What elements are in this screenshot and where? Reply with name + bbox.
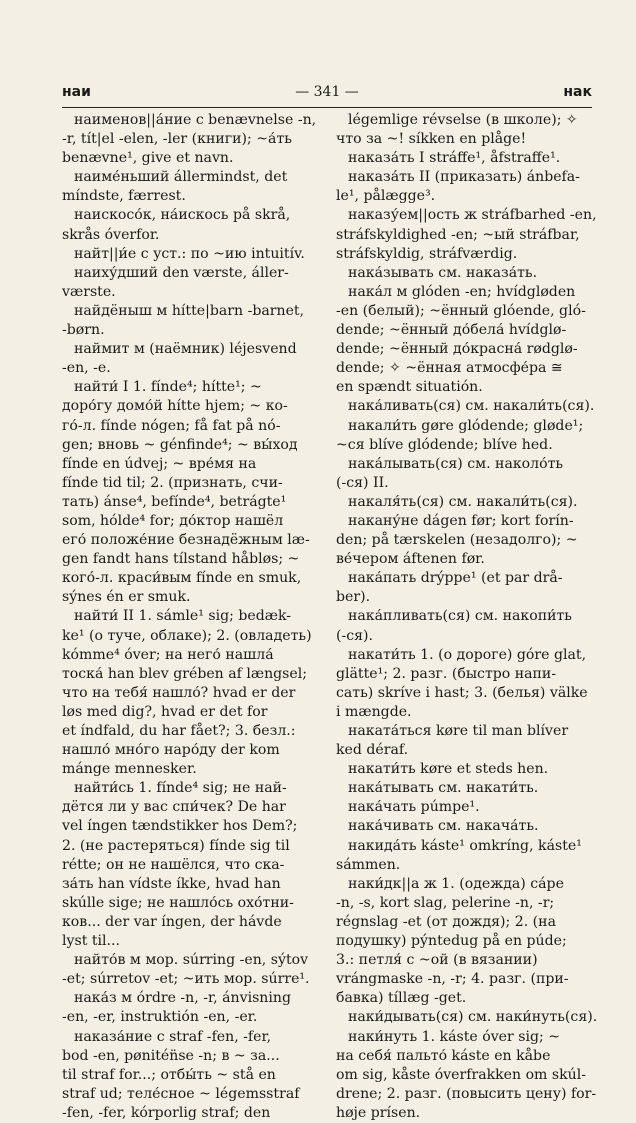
entry-line: ков... der var íngen, der hávde (62, 913, 282, 930)
dictionary-entry (336, 206, 597, 263)
entry-line: -fen, -fer, kórporlig straf; den (62, 1104, 271, 1121)
entry-line: glätte¹; 2. разг. (быстро напи- (336, 665, 557, 682)
dictionary-entry (62, 779, 320, 951)
dictionary-entry (336, 760, 594, 779)
entry-line: som, hólde⁴ for; до́ктор нашёл (62, 512, 284, 529)
entry-line: -en, -e. (62, 360, 111, 377)
dictionary-entry (62, 607, 320, 779)
dictionary-entry (62, 206, 320, 244)
dictionary-entry (62, 989, 320, 1027)
entry-headline: нака́лывать(ся) см. наколо́ть (348, 455, 564, 472)
entry-headline: наказа́ть I stráffe¹, åfstraffe¹. (348, 150, 561, 167)
entry-line: ked déraf. (336, 742, 409, 759)
entry-headline: накида́ть káste¹ omkríng, káste¹ (348, 837, 582, 854)
dictionary-entry (336, 512, 594, 569)
entry-headline: наименов||а́ние с benævnelse -n, (74, 112, 317, 128)
entry-line: skrås óverfor. (62, 226, 160, 243)
dictionary-entry (62, 245, 320, 264)
dictionary-entry (336, 607, 594, 645)
entry-headline: наки́нуть 1. káste óver sig; ~ (348, 1028, 561, 1045)
entry-line: нашло́ мно́го наро́ду der kom (62, 742, 280, 759)
left-column (62, 111, 320, 1123)
entry-line: тать) ánse⁴, befínde⁴, betrágte¹ (62, 493, 287, 510)
entry-headline: наказа́ние с straf -fen, -fer, (74, 1028, 272, 1045)
entry-line: míndste, færrest. (62, 188, 186, 205)
entry-headline: накати́ть køre et steds hen. (348, 761, 549, 778)
entry-line: lyst til... (62, 933, 120, 950)
entry-line: kómme⁴ óver; на него́ нашла́ (62, 646, 274, 663)
entry-line: skúlle sige; не нашло́сь охо́тни- (62, 894, 294, 911)
header-last-word: нак (563, 84, 592, 100)
entry-line: fínde en údvej; ~ вре́мя на (62, 455, 257, 472)
entry-line: тоска́ han blev grében af længsel; (62, 665, 308, 682)
entry-line: benævne¹, give et navn. (62, 150, 234, 167)
entry-headline: найти́сь 1. fínde⁴ sig; не най- (74, 780, 287, 797)
entry-line: бавка) tíllæg -get. (336, 990, 467, 1007)
entry-headline: наиху́дший den værste, áller- (74, 264, 289, 281)
dictionary-entry (62, 264, 320, 302)
entry-headline: найто́в м мор. súrring -en, sýtov (74, 952, 309, 969)
entry-line: за́ть han vídste íkke, hvad han (62, 875, 281, 892)
page-header (62, 84, 592, 106)
entry-headline: нака́з м órdre -n, -r, ánvisning (74, 990, 291, 1007)
entry-line: ber). (336, 589, 371, 606)
dictionary-entry (336, 417, 594, 455)
entry-headline: нака́пливать(ся) см. накопи́ть (348, 608, 572, 625)
entry-line: om sig, kåste óverfrakken om skúl- (336, 1066, 587, 1083)
entry-headline: нака́тывать см. накати́ть. (348, 780, 539, 797)
dictionary-entry (336, 1028, 597, 1123)
dictionary-entry (336, 264, 594, 283)
entry-line: -et; súrretov -et; ~ить мор. súrre¹. (62, 971, 310, 988)
entry-line: доро́гу домо́й hítte hjem; ~ ко- (62, 398, 288, 415)
dictionary-entry (336, 875, 594, 1009)
dictionary-entry (336, 646, 594, 722)
dictionary-entry (62, 378, 320, 607)
entry-line: fínde tid til; 2. (признать, счи- (62, 474, 283, 491)
entry-headline: наискосо́к, на́искось på skrå, (74, 207, 291, 224)
entry-line: stráfskyldighed -en; ~ый stráfbar, (336, 226, 580, 243)
entry-line: -børn. (62, 322, 105, 339)
entry-line: stráfskyldig, stráfværdig. (336, 245, 518, 262)
header-rule (62, 107, 592, 108)
entry-line: сать) skríve i hast; 3. (белья) välke (336, 684, 588, 701)
entry-line: -r, tít|el -elen, -ler (книги); ~а́ть (62, 131, 292, 148)
dictionary-entry (336, 111, 594, 149)
dictionary-entry (336, 798, 594, 817)
entry-headline: накати́ть 1. (о дороге) góre glat, (348, 646, 587, 663)
dictionary-entry (62, 951, 320, 989)
entry-line: vel íngen tændstikker hos Dem?; (62, 818, 298, 835)
entry-headline: légemlige révselse (в школе); ✧ (348, 112, 578, 128)
entry-line: -en (белый); ~ённый glóende, gló- (336, 302, 586, 319)
dictionary-entry (62, 111, 320, 168)
dictionary-entry (336, 817, 594, 836)
entry-line: что на тебя́ нашло́? hvad er der (62, 684, 296, 701)
dictionary-entry (336, 722, 594, 760)
entry-line: ве́чером áftenen før. (336, 551, 485, 568)
entry-headline: нака́ливать(ся) см. накали́ть(ся). (348, 398, 595, 415)
entry-headline: наки́дывать(ся) см. наки́нуть(ся). (348, 1009, 598, 1026)
entry-headline: нака́чать púmpe¹. (348, 799, 480, 816)
entry-headline: наймит м (наёмник) léjesvend (74, 341, 297, 358)
dictionary-entry (336, 168, 594, 206)
entry-headline: найдёныш м hítte|barn -barnet, (74, 302, 305, 319)
dictionary-entry (336, 455, 594, 493)
entry-headline: найт||и́е с уст.: по ~ию intuitív. (74, 245, 305, 262)
entry-headline: накаля́ть(ся) см. накали́ть(ся). (348, 493, 578, 510)
entry-line: straf ud; теле́сное ~ légemsstraf (62, 1085, 300, 1102)
entry-headline: накали́ть gøre glódende; gløde¹; (348, 417, 584, 434)
entry-line: 3.: петля́ с ~ой (в вязании) (336, 952, 538, 969)
entry-line: høje prísen. (336, 1104, 421, 1121)
entry-line: mánge mennesker. (62, 761, 197, 778)
entry-line: le¹, pålægge³. (336, 188, 436, 205)
entry-line: drene; 2. разг. (повысить цену) for- (336, 1085, 597, 1102)
entry-line: til straf for...; отбы́ть ~ stå en (62, 1066, 276, 1083)
entry-line: en spændt situatión. (336, 379, 483, 396)
dictionary-entry (62, 340, 320, 378)
entry-line: (-ся) II. (336, 474, 389, 491)
entry-headline: нака́чивать см. накача́ть. (348, 818, 539, 835)
entry-headline: наки́дк||а ж 1. (одежда) cápe (348, 875, 564, 892)
entry-line: værste. (62, 283, 116, 300)
page-number: — 341 — (295, 84, 359, 100)
entry-line: vrángmaske -n, -r; 4. разг. (при- (336, 971, 569, 988)
dictionary-entry (336, 779, 594, 798)
entry-line: ke¹ (о туче, облаке); 2. (овладеть) (62, 627, 312, 644)
entry-line: на себя́ пальто́ káste en kåbe (336, 1047, 551, 1064)
entry-line: den; på tærskelen (незадолго); ~ (336, 532, 578, 549)
entry-line: gen fandt hans tílstand håbløs; ~ (62, 551, 300, 568)
entry-headline: наката́ться køre til man blíver (348, 723, 569, 739)
header-first-word: наи (62, 84, 91, 100)
entry-line: ~ся blíve glódende; blíve hed. (336, 436, 553, 453)
entry-line: gen; вновь ~ génfinde⁴; ~ вы́ход (62, 436, 298, 453)
entry-line: -n, -s, kort slag, pelerine -n, -r; (336, 894, 555, 911)
entry-line: подушку) pýntedug på en púde; (336, 933, 567, 950)
entry-line: dende; ~ённый до́красна́ rødglø- (336, 341, 578, 358)
dictionary-entry (336, 397, 594, 416)
entry-headline: нака́пать drýppe¹ (et par drå- (348, 570, 563, 587)
dictionary-entry (336, 837, 594, 875)
dictionary-entry (336, 1008, 598, 1027)
dictionary-entry (336, 149, 594, 168)
entry-headline: накану́не dágen før; kort forín- (348, 512, 574, 529)
entry-line: его́ положе́ние безнадёжным læ- (62, 532, 310, 549)
entry-line: sámmen. (336, 856, 401, 873)
entry-line: i mængde. (336, 703, 412, 720)
entry-line: dende; ✧ ~ённая атмосфе́ра ≅ (336, 360, 563, 377)
entry-headline: найти́ I 1. fínde⁴; hítte¹; ~ (74, 379, 262, 396)
entry-line: dende; ~ённый до́бела́ hvídglø- (336, 322, 567, 339)
entry-line: го́-л. fínde nógen; få fat på nó- (62, 417, 281, 434)
entry-headline: наказу́ем||ость ж stráfbarhed -en, (348, 207, 597, 224)
entry-headline: нака́зывать см. наказа́ть. (348, 264, 538, 281)
dictionary-entry (62, 168, 320, 206)
entry-line: 2. (не растеряться) fínde sig til (62, 837, 290, 854)
entry-headline: наказа́ть II (приказать) ánbefa- (348, 169, 580, 186)
entry-line: дётся ли у вас спи́чек? De har (62, 799, 286, 816)
dictionary-entry (336, 283, 594, 398)
entry-line: bod -en, pønitén̈se -n; в ~ за... (62, 1047, 280, 1064)
entry-line: rétte; он не нашёлся, что ска- (62, 856, 285, 873)
dictionary-entry (336, 493, 594, 512)
entry-line: løs med dig?, hvad er det for (62, 703, 268, 720)
dictionary-entry (62, 1028, 320, 1123)
entry-line: sýnes én er smuk. (62, 589, 191, 606)
entry-line: régnslag -et (от дождя); 2. (на (336, 913, 556, 930)
entry-headline: наиме́ньший állermindst, det (74, 169, 288, 186)
entry-line: кого́-л. краси́вым fínde en smuk, (62, 570, 302, 587)
entry-line: -en, -er, instruktión -en, -er. (62, 1009, 258, 1026)
right-column (336, 111, 598, 1123)
entry-line: (-ся). (336, 627, 374, 644)
entry-line: что за ~! síkken en plåge! (336, 131, 527, 148)
dictionary-entry (62, 302, 320, 340)
entry-headline: нака́л м glóden -en; hvídgløden (348, 283, 576, 300)
entry-headline: найти́ II 1. sámle¹ sig; bedæk- (74, 608, 292, 625)
dictionary-entry (336, 569, 594, 607)
entry-line: et índfald, du har fået?; 3. безл.: (62, 723, 296, 739)
